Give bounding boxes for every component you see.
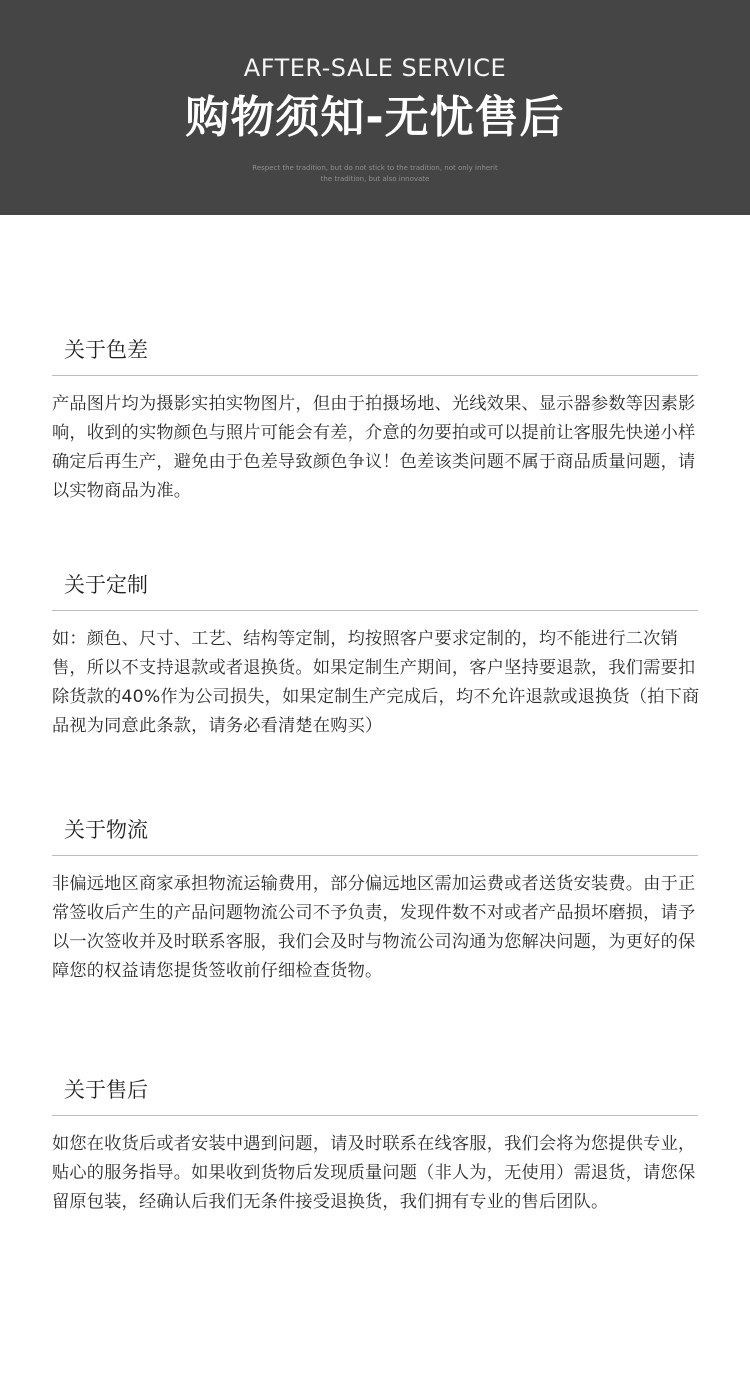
section-body: 如您在收货后或者安装中遇到问题，请及时联系在线客服，我们会将为您提供专业，贴心的服务指导。如果收到货物后发现质量问题（非人为，无使用）需退货，请您保留原包装，经确认后我们无条件接受退换货，我们拥有专业的售后团队。 [52, 1134, 696, 1212]
header-subtitle: AFTER-SALE SERVICE [243, 54, 507, 82]
section-divider [52, 855, 698, 856]
section-body: 产品图片均为摄影实拍实物图片，但由于拍摄场地、光线效果、显示器参数等因素影响，收到的实物颜色与照片可能会有差，介意的勿要拍或可以提前让客服先快递小样确定后再生产，避免由于色差导致颜色争议！色差该类问题不属于商品质量问题，请以实物商品为准。 [52, 394, 696, 501]
section-after-sale [52, 1075, 698, 1217]
section-divider [52, 610, 698, 611]
header-tagline: Respect the tradition, but do not stick to the tradition, not only inherit the tradition, but also innovate [252, 164, 498, 183]
header-banner [0, 0, 750, 215]
section-customization [52, 570, 698, 741]
page-title: 购物须知-无忧售后 [185, 92, 565, 143]
section-logistics [52, 815, 698, 986]
section-body: 非偏远地区商家承担物流运输费用，部分偏远地区需加运费或者送货安装费。由于正常签收后产生的产品问题物流公司不予负责，发现件数不对或者产品损坏磨损，请予以一次签收并及时联系客服，我们会及时与物流公司沟通为您解决问题，为更好的保障您的权益请您提货签收前仔细检查货物。 [52, 874, 696, 981]
section-title: 关于定制 [64, 573, 148, 597]
section-divider [52, 375, 698, 376]
section-title: 关于物流 [64, 818, 148, 842]
section-color-difference [52, 335, 698, 506]
section-divider [52, 1115, 698, 1116]
section-title: 关于色差 [64, 338, 148, 362]
section-body: 如：颜色、尺寸、工艺、结构等定制，均按照客户要求定制的，均不能进行二次销售，所以不支持退款或者退换货。如果定制生产期间，客户坚持要退款，我们需要扣除货款的40%作为公司损失，如果定制生产完成后，均不允许退款或退换货（拍下商品视为同意此条款，请务必看清楚在购买） [52, 629, 700, 736]
section-title: 关于售后 [64, 1078, 148, 1102]
